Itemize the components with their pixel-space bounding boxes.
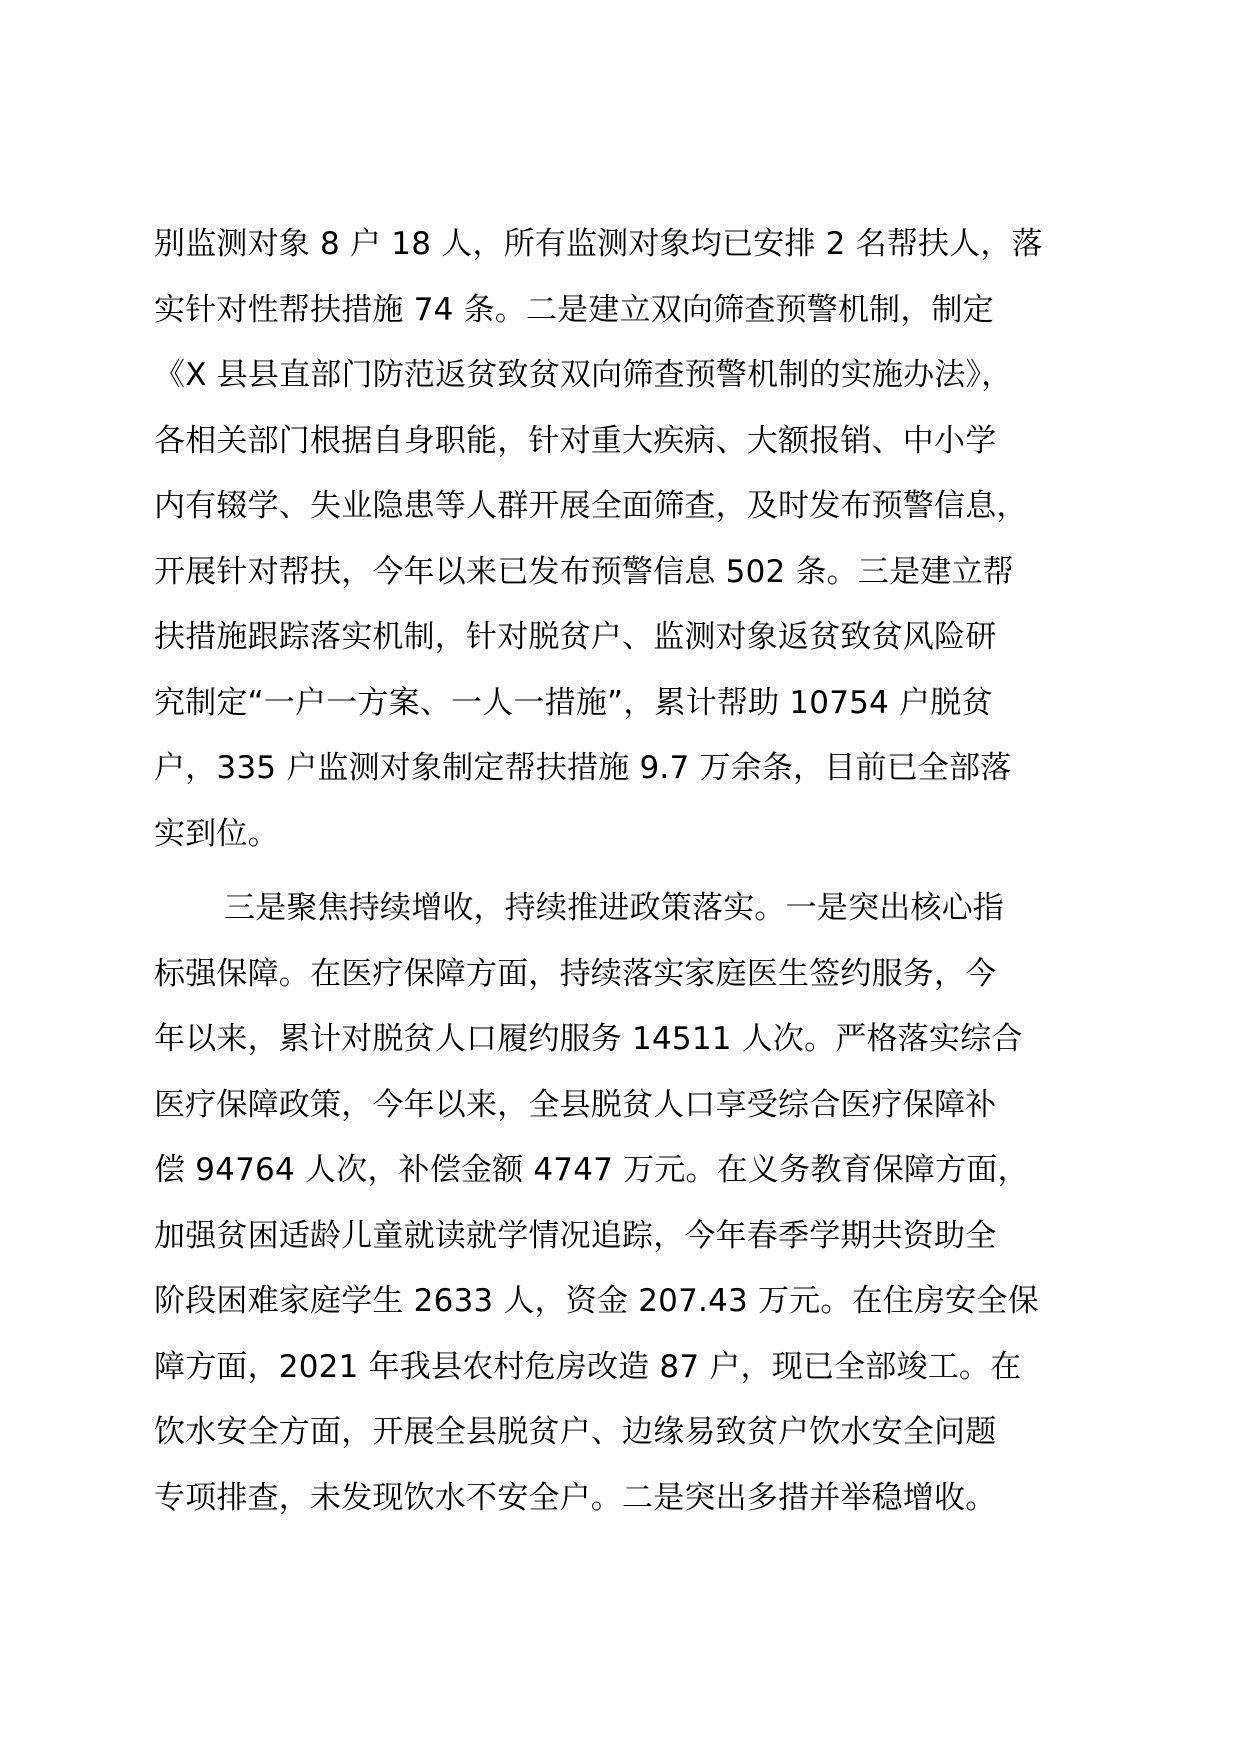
text-line: 扶措施跟踪落实机制，针对脱贫户、监测对象返贫致贫风险研	[154, 619, 997, 655]
text-line: 实针对性帮扶措施 74 条。二是建立双向筛查预警机制，制定	[154, 291, 994, 328]
text-line: 开展针对帮扶，今年以来已发布预警信息 502 条。三是建立帮	[154, 553, 1014, 590]
text-line: 饮水安全方面，开展全县脱贫户、边缘易致贫户饮水安全问题	[154, 1414, 997, 1450]
paragraph-1	[154, 212, 1114, 867]
text-line: 标强保障。在医疗保障方面，持续落实家庭医生签约服务，今	[154, 955, 997, 992]
text-line: 年以来，累计对脱贫人口履约服务 14511 人次。严格落实综合	[154, 1021, 1023, 1057]
text-line: 《X 县县直部门防范返贫致贫双向筛查预警机制的实施办法》，	[154, 357, 1013, 393]
text-line: 障方面，2021 年我县农村危房改造 87 户，现已全部竣工。在	[154, 1348, 1022, 1385]
text-line: 实到位。	[154, 815, 279, 852]
text-line: 加强贫困适龄儿童就读就学情况追踪，今年春季学期共资助全	[154, 1217, 997, 1254]
text-line: 究制定“一户一方案、一人一措施”，累计帮助 10754 户脱贫	[154, 684, 993, 721]
text-line: 专项排查，未发现饮水不安全户。二是突出多措并举稳增收。	[154, 1479, 997, 1516]
paragraph-2	[154, 876, 1114, 1531]
text-line: 医疗保障政策，今年以来，全县脱贫人口享受综合医疗保障补	[154, 1086, 997, 1123]
text-line: 偿 94764 人次，补偿金额 4747 万元。在义务教育保障方面，	[154, 1152, 1029, 1188]
text-line: 各相关部门根据自身职能，针对重大疾病、大额报销、中小学	[154, 422, 997, 459]
text-line: 三是聚焦持续增收，持续推进政策落实。一是突出核心指	[224, 890, 1004, 926]
text-line: 内有辍学、失业隐患等人群开展全面筛查，及时发布预警信息，	[154, 488, 1028, 524]
text-line: 别监测对象 8 户 18 人，所有监测对象均已安排 2 名帮扶人，落	[154, 226, 1043, 262]
text-line: 阶段困难家庭学生 2633 人，资金 207.43 万元。在住房安全保	[154, 1283, 1039, 1319]
text-line: 户，335 户监测对象制定帮扶措施 9.7 万余条，目前已全部落	[154, 750, 1012, 786]
